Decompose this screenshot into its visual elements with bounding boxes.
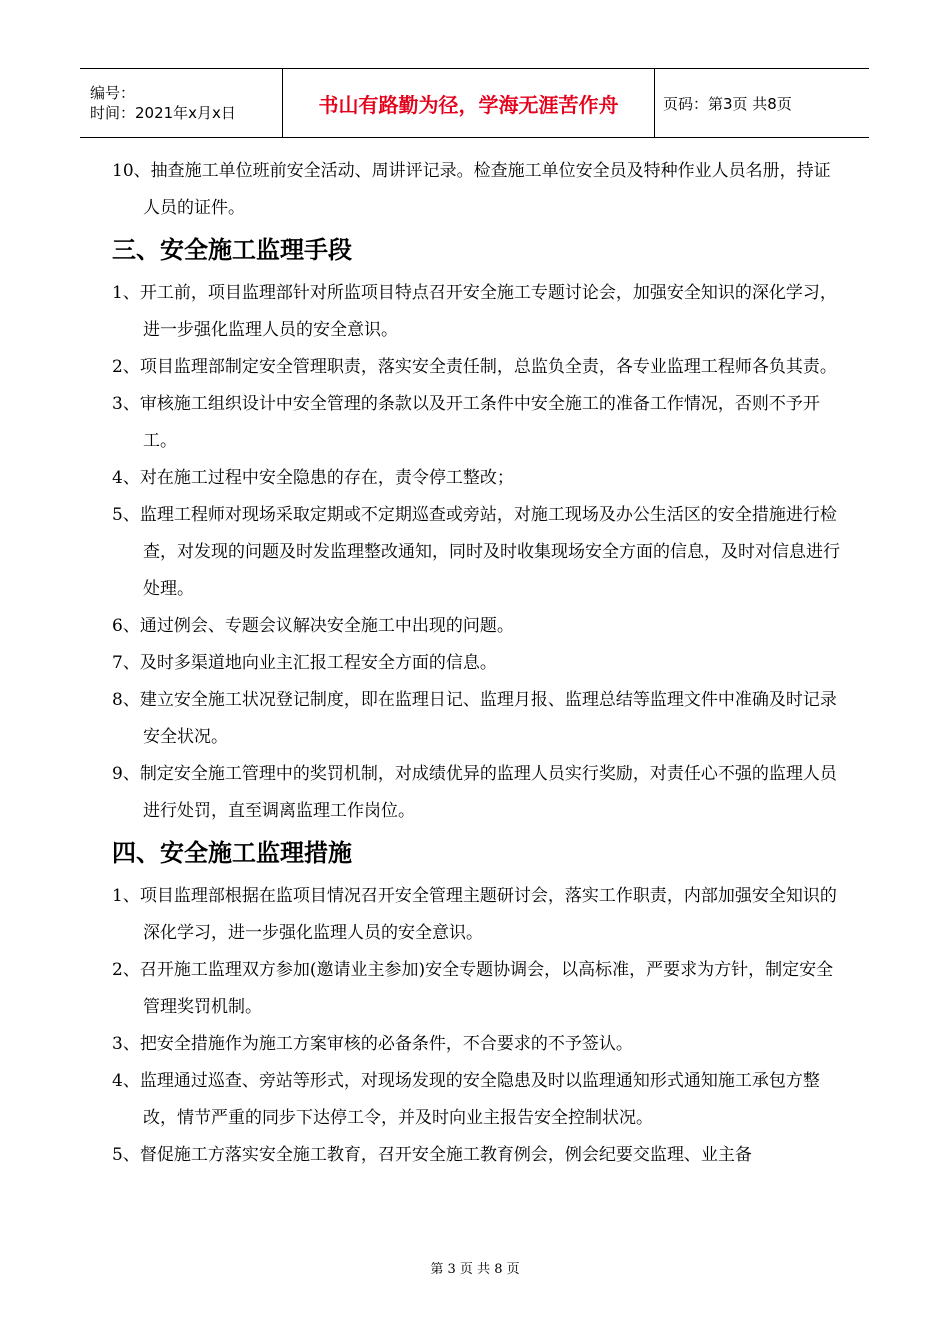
- list-item: 4、对在施工过程中安全隐患的存在，责令停工整改；: [112, 468, 514, 488]
- section-heading-3: 三、安全施工监理手段: [112, 236, 352, 264]
- list-item: 3、把安全措施作为施工方案审核的必备条件，不合要求的不予签认。: [112, 1034, 633, 1054]
- list-item: 5、督促施工方落实安全施工教育，召开安全施工教育例会，例会纪要交监理、业主备: [112, 1145, 752, 1165]
- list-item: 2、项目监理部制定安全管理职责，落实安全责任制，总监负全责，各专业监理工程师各负其责。: [112, 357, 837, 377]
- motto-cell: [282, 69, 655, 137]
- section-heading-4: 四、安全施工监理措施: [112, 839, 352, 867]
- page-info-cell: [655, 69, 869, 137]
- list-item: 1、开工前，项目监理部针对所监项目特点召开安全施工专题讨论会，加强安全知识的深化学习，进一步强化监理人员的安全意识。: [112, 283, 837, 340]
- list-item: 2、召开施工监理双方参加(邀请业主参加)安全专题协调会，以高标准，严要求为方针，制定安全管理奖罚机制。: [112, 960, 834, 1017]
- list-item: 1、项目监理部根据在监项目情况召开安全管理主题研讨会，落实工作职责，内部加强安全知识的深化学习，进一步强化监理人员的安全意识。: [112, 886, 837, 943]
- page-info: 页码：第3页 共8页: [663, 94, 792, 113]
- list-item: 9、制定安全施工管理中的奖罚机制，对成绩优异的监理人员实行奖励，对责任心不强的监理人员进行处罚，直至调离监理工作岗位。: [112, 764, 837, 821]
- list-item: 10、抽查施工单位班前安全活动、周讲评记录。检查施工单位安全员及特种作业人员名册，持证人员的证件。: [112, 161, 831, 218]
- list-item: 8、建立安全施工状况登记制度，即在监理日记、监理月报、监理总结等监理文件中准确及时记录安全状况。: [112, 690, 837, 747]
- header-meta: [80, 69, 282, 137]
- list-item: 4、监理通过巡查、旁站等形式，对现场发现的安全隐患及时以监理通知形式通知施工承包方整改，情节严重的同步下达停工令，并及时向业主报告安全控制状况。: [112, 1071, 820, 1128]
- number-label: 编号：: [90, 84, 136, 102]
- date-label: 时间：2021年x月x日: [90, 104, 236, 122]
- list-item: 7、及时多渠道地向业主汇报工程安全方面的信息。: [112, 653, 497, 673]
- page-footer: 第 3 页 共 8 页: [430, 1262, 520, 1277]
- list-item: 5、监理工程师对现场采取定期或不定期巡查或旁站，对施工现场及办公生活区的安全措施进行检查，对发现的问题及时发监理整改通知，同时及时收集现场安全方面的信息，及时对信息进行处理。: [112, 505, 840, 599]
- list-item: 6、通过例会、专题会议解决安全施工中出现的问题。: [112, 616, 514, 636]
- header-table: [80, 68, 869, 138]
- document-body: [112, 153, 842, 1174]
- motto-text: 书山有路勤为径，学海无涯苦作舟: [318, 92, 619, 117]
- list-item: 3、审核施工组织设计中安全管理的条款以及开工条件中安全施工的准备工作情况，否则不予开工。: [112, 394, 820, 451]
